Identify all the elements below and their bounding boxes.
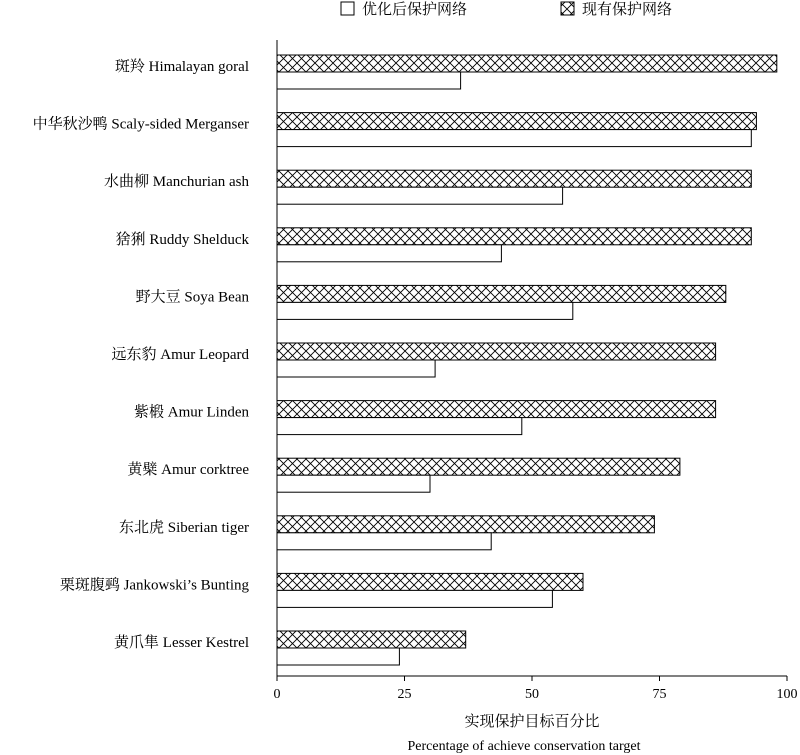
bar-existing-lesser-kestrel: [277, 631, 466, 648]
bar-optimized-amur-leopard: [277, 360, 435, 377]
bar-optimized-siberian-tiger: [277, 533, 491, 550]
x-axis-title-en: Percentage of achieve conservation target: [407, 739, 641, 754]
bar-optimized-jankowski-s-bunting: [277, 590, 552, 607]
bar-existing-amur-linden: [277, 401, 716, 418]
x-tick-label: 25: [397, 687, 412, 702]
category-label: 东北虎 Siberian tiger: [119, 519, 249, 536]
bar-existing-manchurian-ash: [277, 170, 751, 187]
bars-group: [277, 55, 777, 665]
bar-existing-soya-bean: [277, 285, 726, 302]
category-label: 中华秋沙鸭 Scaly-sided Merganser: [32, 116, 249, 133]
category-label: 野大豆 Soya Bean: [135, 289, 249, 306]
legend: [341, 1, 672, 18]
x-axis-ticks: [274, 676, 798, 702]
legend-swatch-existing: [561, 2, 574, 15]
category-label: 猞猁 Ruddy Shelduck: [115, 231, 249, 248]
bar-optimized-ruddy-shelduck: [277, 245, 501, 262]
bar-optimized-himalayan-goral: [277, 72, 461, 89]
x-tick-label: 75: [652, 687, 667, 702]
bar-optimized-soya-bean: [277, 302, 573, 319]
category-label: 水曲柳 Manchurian ash: [104, 174, 249, 191]
bar-optimized-lesser-kestrel: [277, 648, 399, 665]
bar-existing-scaly-sided-merganser: [277, 113, 756, 130]
x-axis-title: 实现保护目标百分比: [464, 714, 600, 730]
bar-optimized-amur-linden: [277, 418, 522, 435]
legend-label-optimized: 优化后保护网络: [362, 2, 468, 18]
legend-swatch-optimized: [341, 2, 354, 15]
legend-label-existing: 现有保护网络: [582, 2, 673, 18]
bar-existing-jankowski-s-bunting: [277, 573, 583, 590]
category-labels: [33, 58, 250, 651]
bar-existing-ruddy-shelduck: [277, 228, 751, 245]
bar-optimized-amur-corktree: [277, 475, 430, 492]
category-label: 栗斑腹鹀 Jankowski’s Bunting: [59, 577, 249, 594]
bar-optimized-scaly-sided-merganser: [277, 130, 751, 147]
bar-optimized-manchurian-ash: [277, 187, 563, 204]
category-label: 黄檗 Amur corktree: [127, 462, 249, 479]
category-label: 黄爪隼 Lesser Kestrel: [114, 635, 249, 651]
bar-existing-siberian-tiger: [277, 516, 654, 533]
bar-existing-amur-leopard: [277, 343, 716, 360]
category-label: 远东豹 Amur Leopard: [111, 347, 249, 363]
bar-existing-amur-corktree: [277, 458, 680, 475]
x-tick-label: 100: [776, 687, 798, 702]
x-tick-label: 0: [273, 687, 281, 702]
x-tick-label: 50: [525, 687, 539, 702]
category-label: 斑羚 Himalayan goral: [114, 59, 249, 75]
category-label: 紫椴 Amur Linden: [134, 404, 249, 421]
bar-existing-himalayan-goral: [277, 55, 777, 72]
